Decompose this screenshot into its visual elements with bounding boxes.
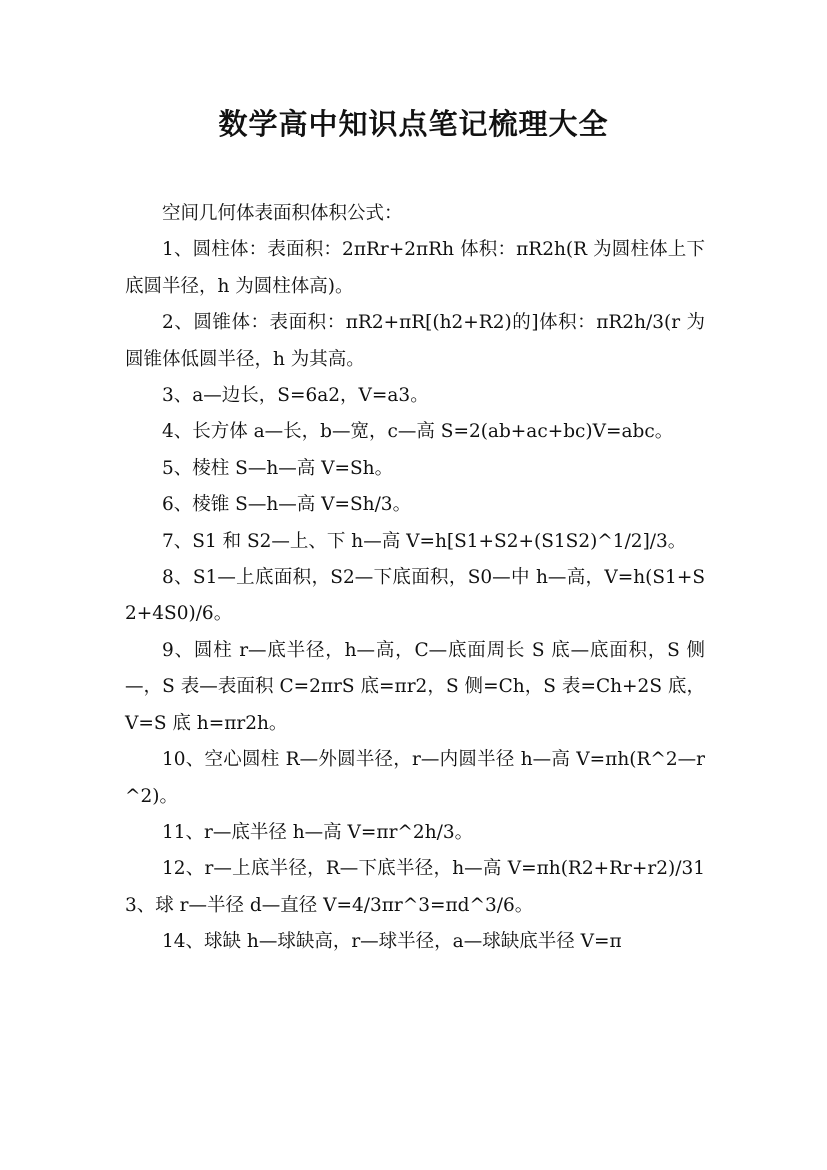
formula-cuboid: 4、长方体 a—长，b—宽，c—高 S=2(ab+ac+bc)V=abc。 [162, 421, 674, 443]
formula-spherical-cap: 14、球缺 h—球缺高，r—球半径，a—球缺底半径 V=π [162, 931, 622, 953]
formula-prism: 5、棱柱 S—h—高 V=Sh。 [162, 457, 394, 479]
document-body [125, 196, 705, 961]
formula-cube: 3、a—边长，S=6a2，V=a3。 [162, 385, 429, 407]
formula-cone: 2、圆锥体：表面积：πR2+πR[(h2+R2)的]体积：πR2h/3(r 为圆锥体低圆半径，h 为其高。 [125, 312, 705, 370]
formula-pyramid: 6、棱锥 S—h—高 V=Sh/3。 [162, 494, 412, 516]
page-title: 数学高中知识点笔记梳理大全 [218, 107, 609, 141]
formula-frustum-sphere: 12、r—上底半径，R—下底半径，h—高 V=πh(R2+Rr+r2)/313、球 r—半径 d—直径 V=4/3πr^3=πd^3/6。 [125, 858, 705, 916]
formula-cylinder: 1、圆柱体：表面积：2πRr+2πRh 体积：πR2h(R 为圆柱体上下底圆半径，h 为圆柱体高)。 [125, 239, 705, 297]
formula-hollow-cylinder: 10、空心圆柱 R—外圆半径，r—内圆半径 h—高 V=πh(R^2—r^2)。 [125, 749, 705, 807]
formula-cone-volume: 11、r—底半径 h—高 V=πr^2h/3。 [162, 821, 474, 843]
formula-cylinder-detail: 9、圆柱 r—底半径，h—高，C—底面周长 S 底—底面积，S 侧—，S 表—表面积 C=2πrS 底=πr2，S 侧=Ch，S 表=Ch+2S 底，V=S 底 h=πr2h。 [125, 639, 705, 734]
section-heading: 空间几何体表面积体积公式： [162, 203, 403, 224]
formula-prismatoid: 8、S1—上底面积，S2—下底面积，S0—中 h—高，V=h(S1+S2+4S0)/6。 [125, 567, 705, 625]
formula-frustum: 7、S1 和 S2—上、下 h—高 V=h[S1+S2+(S1S2)^1/2]/3。 [162, 530, 687, 552]
